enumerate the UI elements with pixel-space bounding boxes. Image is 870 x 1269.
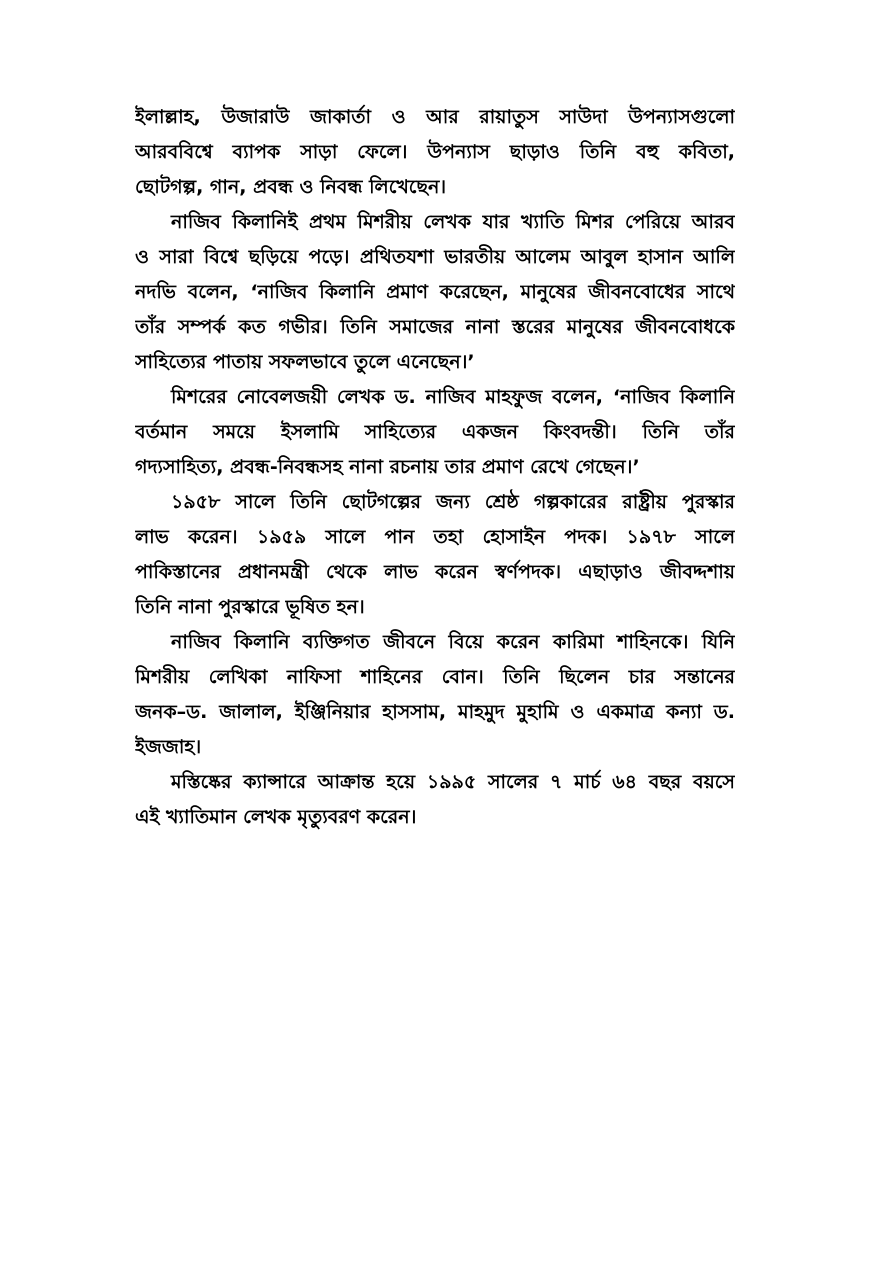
text-line: আরববিশ্বে ব্যাপক সাড়া ফেলে। উপন্যাস ছাড়াও তিনি বহু কবিতা,	[135, 141, 735, 163]
text-line: বর্তমান সময়ে ইসলামি সাহিত্যের একজন কিংবদন্তী। তিনি তাঁর	[135, 421, 735, 443]
text-line: মস্তিষ্কের ক্যান্সারে আক্রান্ত হয়ে ১৯৯৫ সালের ৭ মার্চ ৬৪ বছর বয়সে	[171, 771, 735, 793]
text-line: মিশরীয় লেখিকা নাফিসা শাহিনের বোন। তিনি ছিলেন চার সন্তানের	[135, 666, 735, 688]
text-line: ইজজাহ।	[135, 736, 202, 758]
text-line: ছোটগল্প, গান, প্রবন্ধ ও নিবন্ধ লিখেছেন।	[135, 176, 447, 198]
text-line: পাকিস্তানের প্রধানমন্ত্রী থেকে লাভ করেন স্বর্ণপদক। এছাড়াও জীবদ্দশায়	[135, 561, 735, 583]
text-line: তাঁর সম্পর্ক কত গভীর। তিনি সমাজের নানা স্তরের মানুষের জীবনবোধকে	[135, 316, 735, 338]
text-line: মিশরের নোবেলজয়ী লেখক ড. নাজিব মাহফুজ বলেন, ‘নাজিব কিলানি	[171, 386, 735, 408]
paragraph-5	[135, 625, 735, 765]
text-line: নাজিব কিলানি ব্যক্তিগত জীবনে বিয়ে করেন কারিমা শাহিনকে। যিনি	[171, 631, 735, 653]
paragraph-2	[135, 205, 735, 380]
paragraph-1	[135, 100, 735, 205]
paragraph-6	[135, 765, 735, 835]
paragraph-3	[135, 380, 735, 485]
body-text	[135, 100, 735, 835]
text-line: জনক–ড. জালাল, ইঞ্জিনিয়ার হাসসাম, মাহমুদ মুহামি ও একমাত্র কন্যা ড.	[135, 701, 735, 723]
text-line: নাজিব কিলানিই প্রথম মিশরীয় লেখক যার খ্যাতি মিশর পেরিয়ে আরব	[171, 211, 735, 233]
text-line: ইলাল্লাহ, উজারাউ জাকার্তা ও আর রায়াতুস সাউদা উপন্যাসগুলো	[135, 106, 735, 128]
paragraph-4	[135, 485, 735, 625]
text-line: গদ্যসাহিত্য, প্রবন্ধ-নিবন্ধসহ নানা রচনায় তার প্রমাণ রেখে গেছেন।’	[135, 456, 640, 478]
text-line: লাভ করেন। ১৯৫৯ সালে পান তহা হোসাইন পদক। ১৯৭৮ সালে	[135, 526, 735, 548]
text-line: নদভি বলেন, ‘নাজিব কিলানি প্রমাণ করেছেন, মানুষের জীবনবোধের সাথে	[135, 281, 735, 303]
text-line: সাহিত্যের পাতায় সফলভাবে তুলে এনেছেন।’	[135, 351, 475, 373]
text-line: ১৯৫৮ সালে তিনি ছোটগল্পের জন্য শ্রেষ্ঠ গল্পকারের রাষ্ট্রীয় পুরস্কার	[171, 491, 735, 513]
text-line: এই খ্যাতিমান লেখক মৃত্যুবরণ করেন।	[135, 806, 417, 828]
text-line: ও সারা বিশ্বে ছড়িয়ে পড়ে। প্রথিতযশা ভারতীয় আলেম আবুল হাসান আলি	[135, 246, 735, 268]
text-line: তিনি নানা পুরস্কারে ভূষিত হন।	[135, 596, 365, 618]
